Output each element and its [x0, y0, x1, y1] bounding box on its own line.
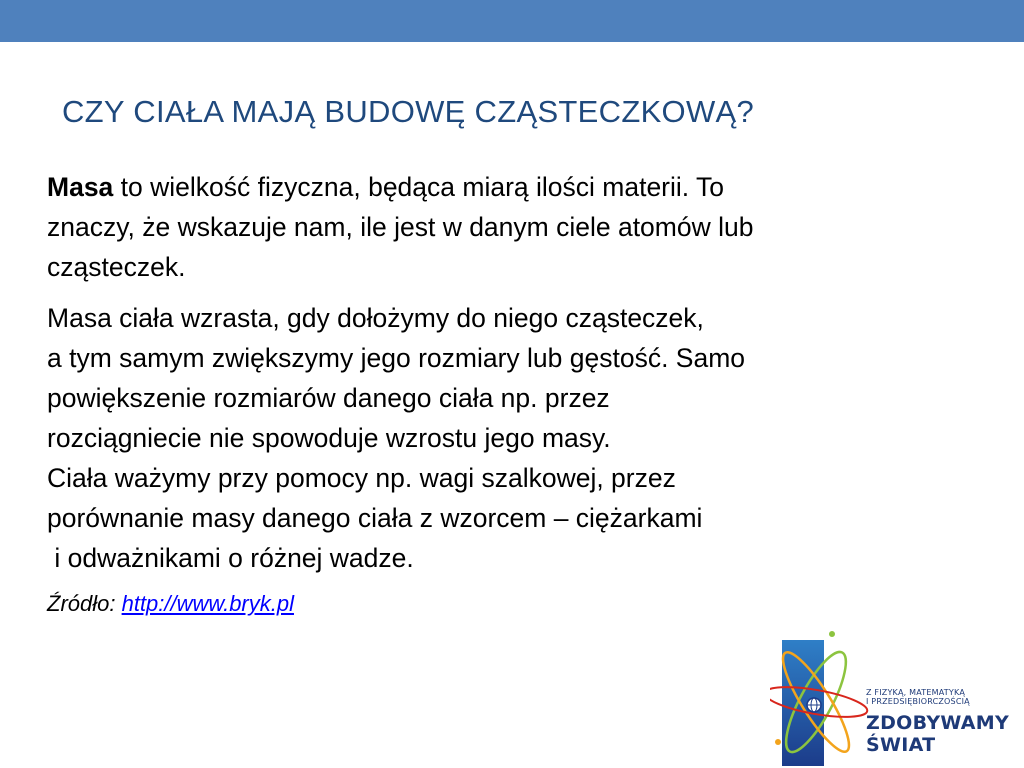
- p2-line: i odważnikami o różnej wadze.: [47, 543, 414, 573]
- p2-line: Masa ciała wzrasta, gdy dołożymy do niego cząsteczek,: [47, 303, 704, 333]
- p2-line: rozciągniecie nie spowoduje wzrostu jego masy.: [47, 423, 611, 453]
- p2-line: porównanie masy danego ciała z wzorcem – ciężarkami: [47, 503, 703, 533]
- top-accent-bar: [0, 0, 1024, 42]
- source-link[interactable]: http://www.bryk.pl: [121, 591, 294, 616]
- p2-line: powiększenie rozmiarów danego ciała np. przez: [47, 383, 610, 413]
- p2-line: a tym samym zwiększymy jego rozmiary lub gęstość. Samo: [47, 343, 746, 373]
- slide-body: [47, 167, 977, 619]
- source-citation: [47, 589, 977, 619]
- p1-line1: to wielkość fizyczna, będąca miarą ilości materii. To: [113, 172, 725, 202]
- p1-line3: cząsteczek.: [47, 252, 186, 282]
- logo-word-1: ZDOBYWAMY: [866, 712, 1010, 734]
- paragraph-mass-increase: [47, 298, 977, 578]
- logo-text: [866, 688, 1009, 756]
- slide-title: CZY CIAŁA MAJĄ BUDOWĘ CZĄSTECZKOWĄ?: [62, 94, 755, 129]
- p2-line: Ciała ważymy przy pomocy np. wagi szalkowej, przez: [47, 463, 676, 493]
- paragraph-mass-definition: [47, 167, 977, 287]
- term-masa: Masa: [47, 172, 114, 202]
- logo-tagline-2: I PRZEDSIĘBIORCZOŚCIĄ: [866, 697, 970, 706]
- p1-line2: znaczy, że wskazuje nam, ile jest w danym ciele atomów lub: [47, 212, 754, 242]
- logo-tagline-1: Z FIZYKĄ, MATEMATYKĄ: [866, 688, 966, 697]
- project-logo: [770, 626, 1024, 768]
- logo-word-2: ŚWIAT: [866, 734, 936, 756]
- source-label: Źródło:: [47, 591, 122, 616]
